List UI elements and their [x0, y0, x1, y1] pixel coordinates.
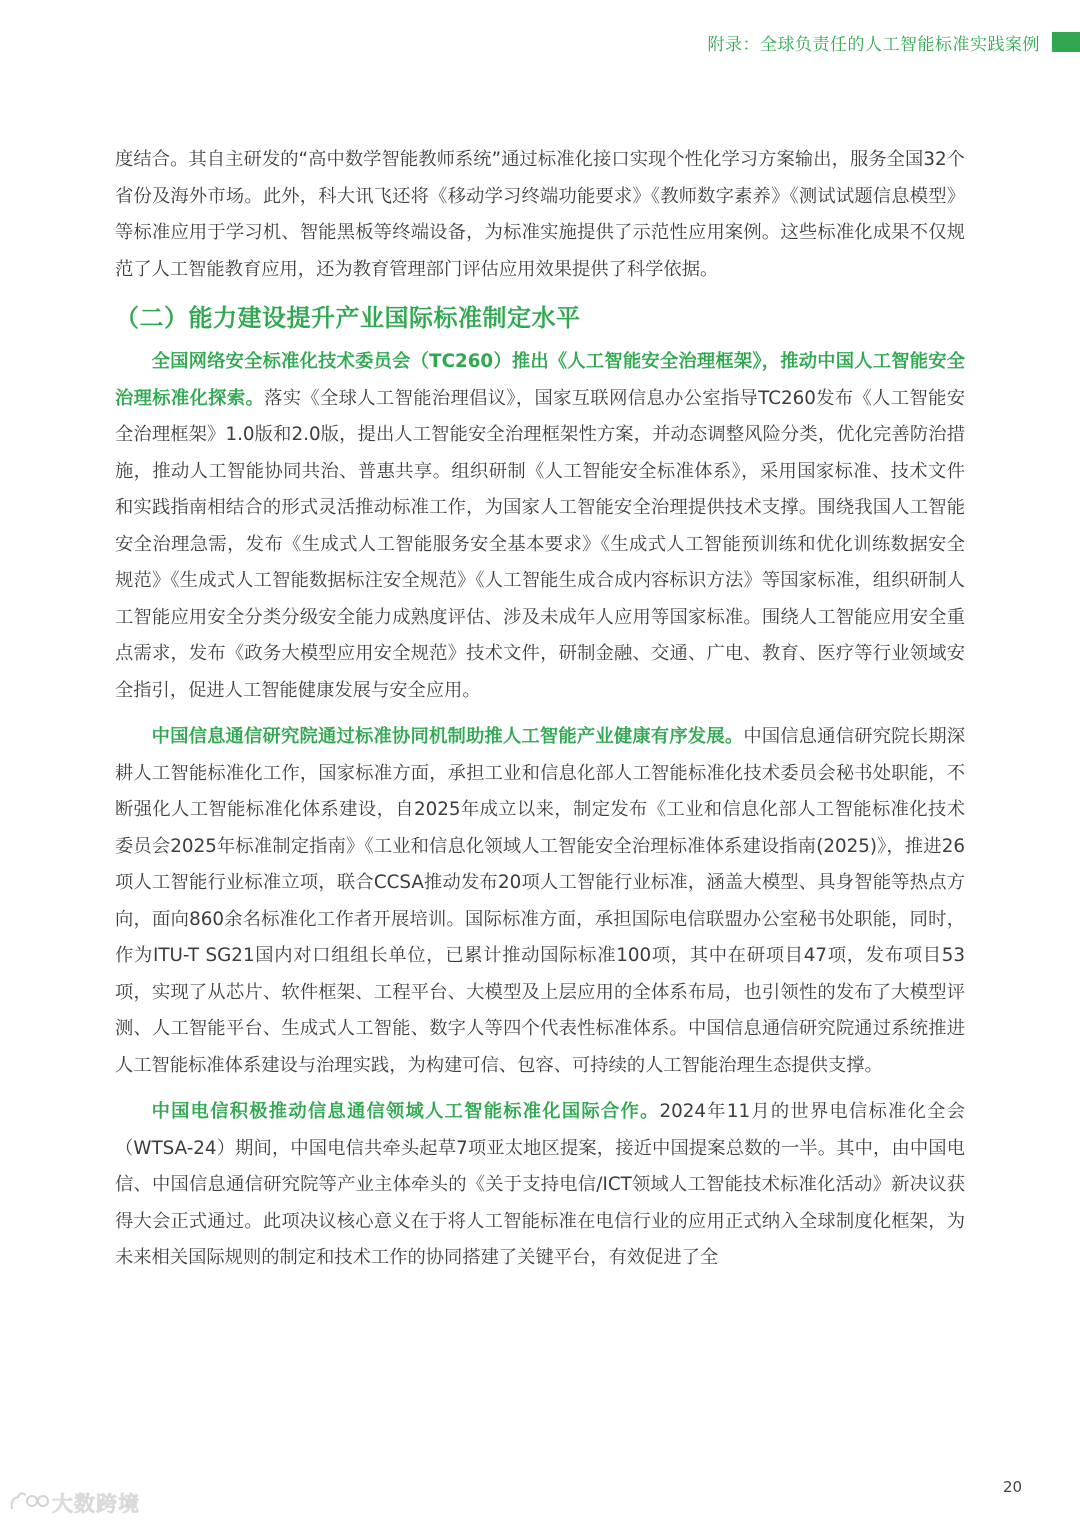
- paragraph-lead: 中国信息通信研究院通过标准协同机制助推人工智能产业健康有序发展。: [151, 726, 744, 747]
- page-number: 20: [1003, 1478, 1023, 1496]
- paragraph-text: 中国信息通信研究院长期深耕人工智能标准化工作，国家标准方面，承担工业和信息化部人工智能标准化技术委员会秘书处职能，不断强化人工智能标准化体系建设，自2025年成立以来，制定发布《工业和信息化部人工智能标准化技术委员会2025年标准制定指南》《工业和信息化领域人工智能安全治理标准体系建设指南(2025)》，推进26项人工智能行业标准立项，联合CCSA推动发布20项人工智能行业标准，涵盖大模型、具身智能等热点方向，面向860余名标准化工作者开展培训。国际标准方面，承担国际电信联盟办公室秘书处职能，同时，作为ITU-T SG21国内对口组组长单位，已累计推动国际标准100项，其中在研项目47项，发布项目53项，实现了从芯片、软件框架、工程平台、大模型及上层应用的全体系布局，也引领性的发布了大模型评测、人工智能平台、生成式人工智能、数字人等四个代表性标准体系。中国信息通信研究院通过系统推进人工智能标准体系建设与治理实践，为构建可信、包容、可持续的人工智能治理生态提供支撑。: [115, 726, 966, 1076]
- document-body: [115, 142, 965, 1277]
- paragraph-lead: 中国电信积极推动信息通信领域人工智能标准化国际合作。: [151, 1101, 660, 1122]
- header-title: 附录：全球负责任的人工智能标准实践案例: [707, 34, 1040, 55]
- paragraph-text: 2024年11月的世界电信标准化全会（WTSA-24）期间，中国电信共牵头起草7项亚太地区提案，接近中国提案总数的一半。其中，由中国电信、中国信息通信研究院等产业主体牵头的《关于支持电信/ICT领域人工智能技术标准化活动》新决议获得大会正式通过。此项决议核心意义在于将人工智能标准在电信行业的应用正式纳入全球制度化框架，为未来相关国际规则的制定和技术工作的协同搭建了关键平台，有效促进了全: [115, 1101, 966, 1268]
- watermark-logo-icon: [8, 1489, 52, 1517]
- paragraph-text: 落实《全球人工智能治理倡议》，国家互联网信息办公室指导TC260发布《人工智能安全治理框架》1.0版和2.0版，提出人工智能安全治理框架性方案，并动态调整风险分类，优化完善防治措施，推动人工智能协同共治、普惠共享。组织研制《人工智能安全标准体系》，采用国家标准、技术文件和实践指南相结合的形式灵活推动标准工作，为国家人工智能安全治理提供技术支撑。围绕我国人工智能安全治理急需，发布《生成式人工智能服务安全基本要求》《生成式人工智能预训练和优化训练数据安全规范》《生成式人工智能数据标注安全规范》《人工智能生成合成内容标识方法》等国家标准，组织研制人工智能应用安全分类分级安全能力成熟度评估、涉及未成年人应用等国家标准。围绕人工智能应用安全重点需求，发布《政务大模型应用安全规范》技术文件，研制金融、交通、广电、教育、医疗等行业领域安全指引，促进人工智能健康发展与安全应用。: [115, 387, 966, 701]
- section-title: （二）能力建设提升产业国际标准制定水平: [115, 304, 581, 332]
- paragraph-caict: [115, 719, 965, 1084]
- watermark: [8, 1488, 140, 1518]
- paragraph-lead: 全国网络安全标准化技术委员会（TC260）推出《人工智能安全治理框架》，推动中国人工智能安全治理标准化探索。: [115, 351, 965, 409]
- header-accent-bar: [1052, 32, 1080, 52]
- paragraph-continuation: 度结合。其自主研发的“高中数学智能教师系统”通过标准化接口实现个性化学习方案输出，服务全国32个省份及海外市场。此外，科大讯飞还将《移动学习终端功能要求》《教师数字素养》《测试试题信息模型》等标准应用于学习机、智能黑板等终端设备，为标准实施提供了示范性应用案例。这些标准化成果不仅规范了人工智能教育应用，还为教育管理部门评估应用效果提供了科学依据。: [115, 149, 965, 280]
- watermark-text: 大数跨境: [52, 1492, 140, 1516]
- page-header: [708, 28, 1080, 56]
- paragraph-tc260: [115, 344, 965, 709]
- paragraph-china-telecom: [115, 1094, 965, 1277]
